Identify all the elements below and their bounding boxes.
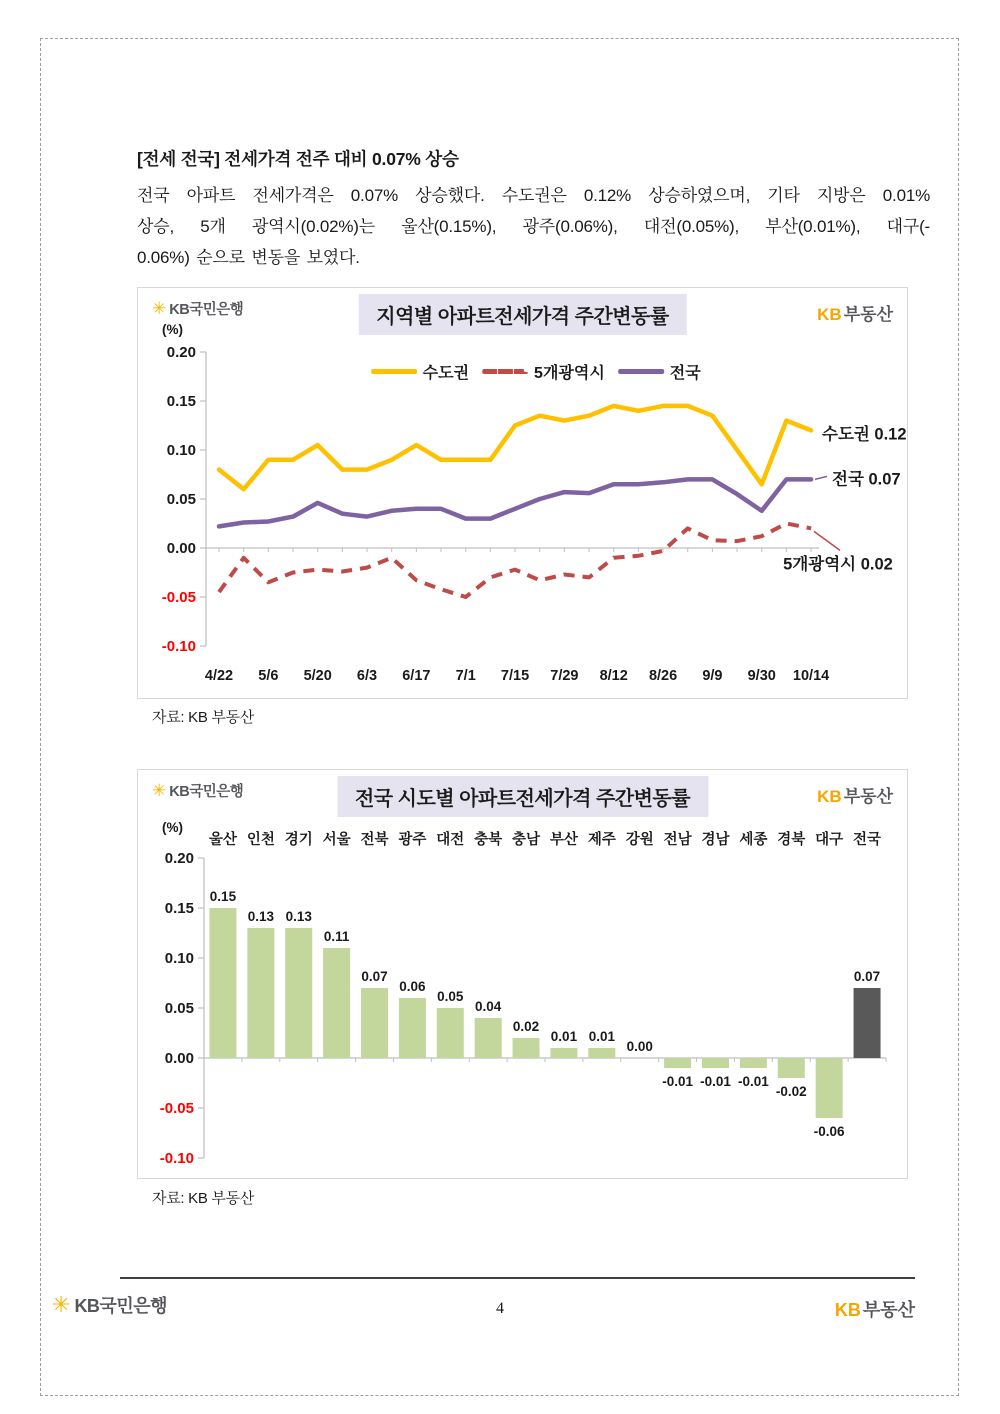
svg-text:-0.01: -0.01 [662,1074,694,1089]
svg-text:전북: 전북 [360,832,389,848]
svg-text:8/26: 8/26 [648,668,678,684]
svg-text:7/1: 7/1 [455,668,476,684]
svg-text:0.13: 0.13 [285,909,312,924]
svg-text:0.11: 0.11 [323,929,350,944]
series-전국 [219,479,811,526]
svg-text:인천: 인천 [246,832,275,848]
svg-text:9/30: 9/30 [747,668,776,684]
bar-광주 [399,998,426,1058]
bar-chart-bars [209,889,880,1139]
bar-경남 [702,1058,729,1068]
svg-text:0.00: 0.00 [166,540,196,557]
legend-swatch-5gwangyeoksi [482,369,528,374]
series-end-labels [783,423,906,573]
svg-text:대구: 대구 [815,832,844,848]
legend-swatch-jeonguk [618,369,664,374]
bar-chart-categories [209,830,881,848]
source-note-2: 자료: KB 부동산 [152,1190,254,1207]
svg-text:9/9: 9/9 [702,668,723,684]
bar-chart-title: 전국 시도별 아파트전세가격 주간변동률 [337,776,708,817]
line-chart-svg [138,346,907,696]
svg-text:울산: 울산 [208,832,237,848]
bar-대구 [816,1058,843,1118]
line-chart-axes [162,346,819,655]
series-수도권 [219,406,811,489]
svg-text:-0.10: -0.10 [161,638,196,655]
svg-text:0.15: 0.15 [164,900,194,917]
svg-text:6/3: 6/3 [356,668,378,684]
series-5개광역시 [219,524,811,598]
svg-text:제주: 제주 [587,832,616,848]
svg-text:전국 0.07: 전국 0.07 [832,470,901,489]
svg-text:충북: 충북 [474,832,503,848]
bar-충남 [513,1038,540,1058]
body-line-2: 상승, 5개 광역시(0.02%)는 울산(0.15%), 광주(0.06%), 대전(0.05%), 부산(0.01%), 대구(- [137,217,930,236]
unit-label-2: (%) [162,820,183,835]
svg-text:8/12: 8/12 [599,668,628,684]
svg-text:강원: 강원 [625,832,654,848]
line-chart-title: 지역별 아파트전세가격 주간변동률 [358,294,686,335]
svg-text:0.10: 0.10 [166,442,196,459]
svg-text:충남: 충남 [512,832,541,848]
bar-울산 [209,908,236,1058]
unit-label: (%) [162,322,183,337]
svg-text:10/14: 10/14 [792,668,830,684]
svg-text:7/15: 7/15 [500,668,530,684]
svg-text:0.05: 0.05 [437,989,464,1004]
bar-서울 [323,948,350,1058]
kb-estate-logo-text-2: 부동산 [843,787,893,806]
svg-text:-0.01: -0.01 [700,1074,731,1089]
line-chart-panel [137,287,908,699]
svg-text:경남: 경남 [701,832,730,848]
svg-text:0.15: 0.15 [209,889,237,904]
bar-부산 [550,1048,577,1058]
legend-label-jeonguk: 전국 [669,365,701,382]
svg-text:5/20: 5/20 [303,668,332,684]
svg-text:0.05: 0.05 [164,1000,194,1017]
bar-경북 [778,1058,805,1078]
bar-인천 [247,928,274,1058]
bar-대전 [437,1008,464,1058]
svg-text:서울: 서울 [322,832,351,848]
kb-star-icon-2: ✳ [152,781,167,800]
svg-text:0.07: 0.07 [361,969,388,984]
page-number: 4 [496,1300,504,1317]
svg-text:0.15: 0.15 [166,393,196,410]
svg-text:전남: 전남 [663,832,692,848]
svg-text:광주: 광주 [398,832,427,848]
source-note-1: 자료: KB 부동산 [152,709,254,726]
report-content [137,146,930,1208]
svg-text:-0.02: -0.02 [775,1084,807,1099]
legend-label-5gwangyeoksi: 5개광역시 [534,365,605,382]
svg-text:0.01: 0.01 [550,1029,578,1044]
legend-item-5gwangyeoksi [482,360,605,383]
bar-제주 [588,1048,615,1058]
svg-text:4/22: 4/22 [204,668,234,684]
footer-kb-estate-logo-text: 부동산 [862,1300,915,1320]
svg-text:0.07: 0.07 [853,969,881,984]
line-chart-x-labels [205,668,829,684]
body-paragraph [137,180,930,273]
kb-estate-logo-text: 부동산 [843,305,893,324]
svg-text:부산: 부산 [549,832,578,848]
bar-충북 [475,1018,502,1058]
svg-text:0.01: 0.01 [588,1029,615,1044]
svg-text:5/6: 5/6 [258,668,279,684]
svg-text:7/29: 7/29 [550,668,579,684]
svg-text:6/17: 6/17 [402,668,431,684]
svg-text:0.04: 0.04 [475,999,502,1014]
svg-text:경기: 경기 [284,832,313,848]
svg-text:-0.06: -0.06 [813,1124,845,1139]
line-chart-header [138,288,907,334]
kb-bank-logo [152,298,243,319]
kb-estate-logo-2 [817,782,893,807]
svg-text:0.20: 0.20 [166,346,196,361]
svg-text:0.13: 0.13 [247,909,274,924]
kb-bank-logo-2 [152,780,243,801]
legend-item-sudogwon [371,360,469,383]
svg-text:0.00: 0.00 [626,1039,653,1054]
body-line-3: 0.06%) 순으로 변동을 보였다. [137,248,360,267]
section-heading: [전세 전국] 전세가격 전주 대비 0.07% 상승 [137,149,459,169]
svg-text:세종: 세종 [739,832,768,848]
svg-text:-0.01: -0.01 [737,1074,769,1089]
svg-text:전국: 전국 [853,832,882,848]
footer-kb-bank-logo-text: KB국민은행 [74,1296,167,1316]
chart-legend [371,360,701,383]
bar-전국 [854,988,881,1058]
svg-text:0.06: 0.06 [399,979,426,994]
svg-text:대전: 대전 [436,832,465,848]
bar-chart-panel [137,769,908,1179]
svg-text:0.20: 0.20 [164,850,194,867]
footer-kb-estate-logo [835,1296,915,1322]
legend-item-jeonguk [618,360,701,383]
svg-text:-0.10: -0.10 [159,1150,194,1166]
legend-swatch-sudogwon [371,369,417,374]
svg-text:-0.05: -0.05 [159,1100,194,1117]
svg-text:5개광역시 0.02: 5개광역시 0.02 [783,555,893,574]
footer-divider [120,1277,915,1279]
kb-bank-logo-text-2: KB국민은행 [169,784,244,800]
bar-chart-header [138,770,907,816]
kb-star-icon: ✳ [152,299,167,318]
legend-label-sudogwon: 수도권 [422,365,470,382]
body-line-1: 전국 아파트 전세가격은 0.07% 상승했다. 수도권은 0.12% 상승하였으며, 기타 지방은 0.01% [137,186,930,205]
svg-text:0.05: 0.05 [166,491,196,508]
kb-estate-logo [817,300,893,325]
svg-text:경북: 경북 [777,832,806,848]
svg-text:0.00: 0.00 [164,1050,194,1067]
svg-text:0.02: 0.02 [512,1019,540,1034]
kb-estate-logo-kb: KB [817,305,842,324]
svg-text:0.10: 0.10 [164,950,194,967]
bar-경기 [285,928,312,1058]
bar-세종 [740,1058,767,1068]
kb-estate-logo-kb-2: KB [817,787,842,806]
svg-text:-0.05: -0.05 [161,589,196,606]
bar-전남 [664,1058,691,1068]
bar-chart-svg [138,826,907,1166]
bar-전북 [361,988,388,1058]
svg-text:수도권 0.12: 수도권 0.12 [822,425,907,444]
kb-bank-logo-text: KB국민은행 [169,302,244,318]
footer-kb-star-icon: ✳ [52,1292,71,1317]
footer-kb-estate-logo-kb: KB [834,1300,861,1320]
